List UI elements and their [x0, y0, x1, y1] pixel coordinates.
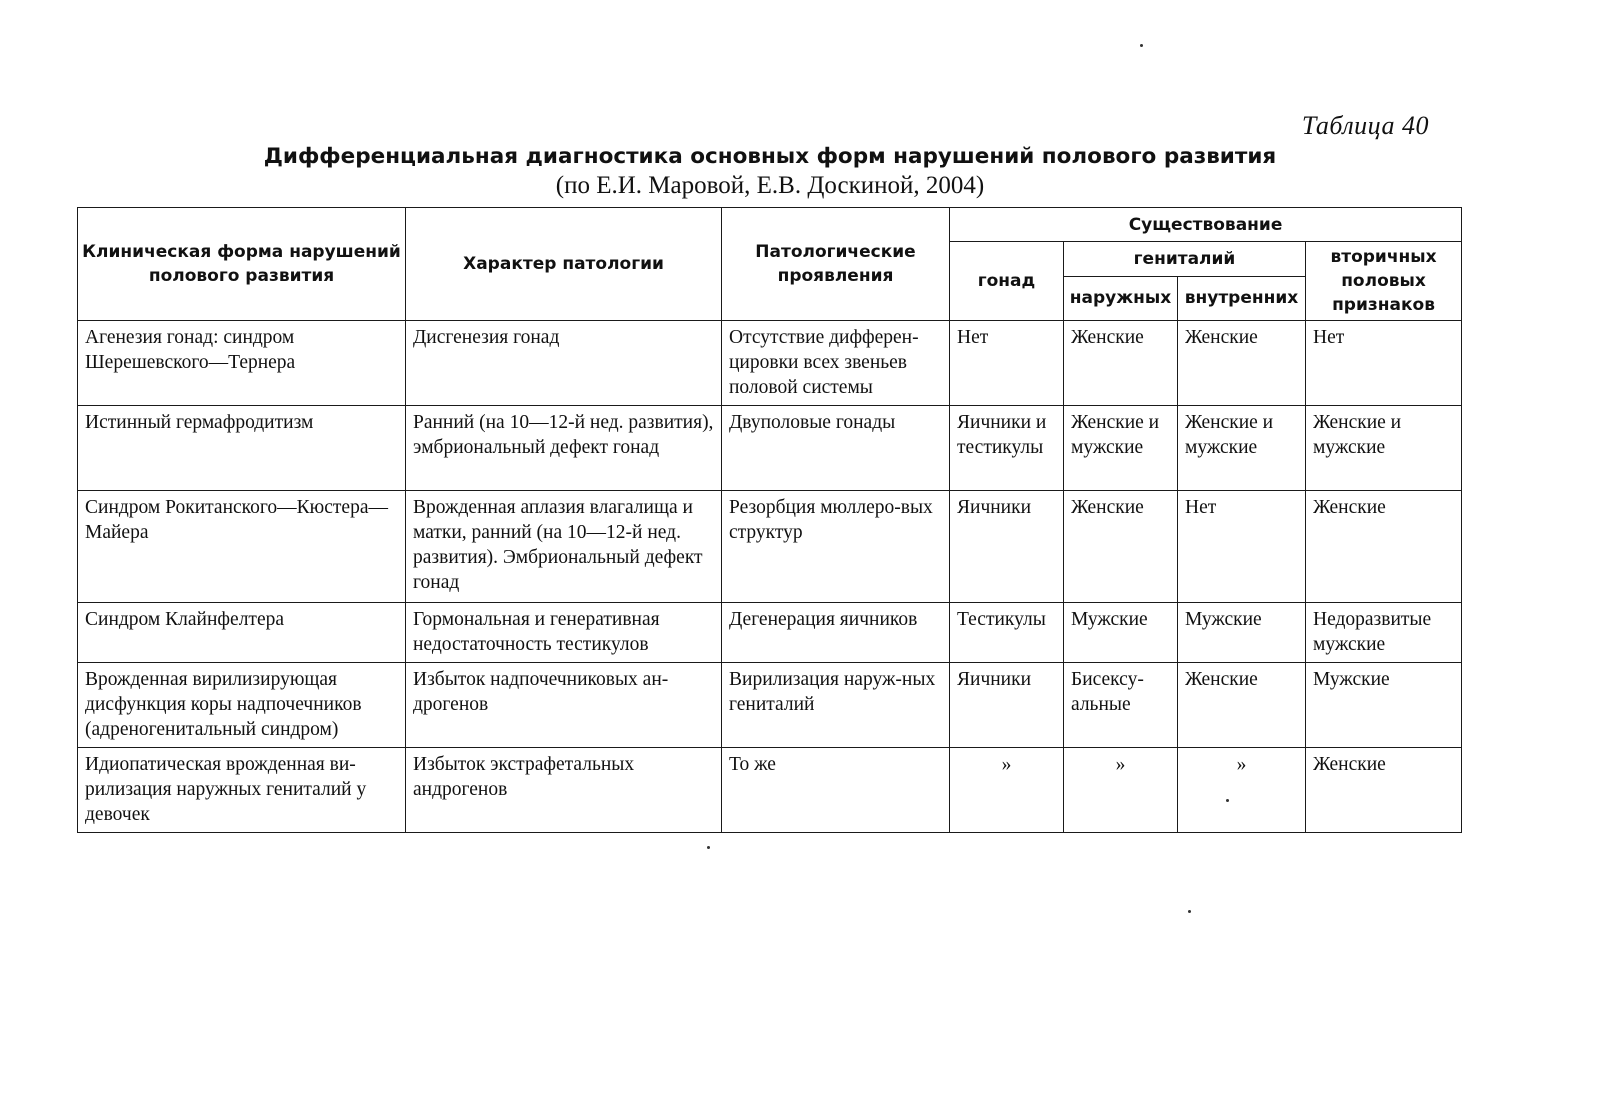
- cell-manifestation: То же: [722, 748, 950, 833]
- table-number: Таблица 40: [1301, 111, 1429, 140]
- cell-manifestation: Отсутствие дифферен-цировки всех звеньев половой системы: [722, 321, 950, 406]
- cell-internal: »: [1178, 748, 1306, 833]
- scan-speck: [1226, 799, 1229, 802]
- cell-external: Женские: [1064, 321, 1178, 406]
- cell-form: Синдром Клайнфелтера: [78, 603, 406, 663]
- cell-form: Врожденная вирилизирующая дисфункция коры надпочечников (адреногенитальный синдром): [78, 663, 406, 748]
- cell-external: Женские: [1064, 491, 1178, 603]
- cell-pathology: Дисгенезия гонад: [406, 321, 722, 406]
- cell-external: Бисексу-альные: [1064, 663, 1178, 748]
- table-row: [78, 663, 1462, 748]
- scan-speck: [1188, 910, 1191, 913]
- cell-gonads: Тестикулы: [950, 603, 1064, 663]
- cell-secondary: Нет: [1306, 321, 1462, 406]
- header-gonads: гонад: [950, 242, 1064, 321]
- cell-pathology: Избыток экстрафетальных андрогенов: [406, 748, 722, 833]
- cell-manifestation: Двуполовые гонады: [722, 406, 950, 491]
- cell-manifestation: Резорбция мюллеро-вых структур: [722, 491, 950, 603]
- header-manifestations: Патологические проявления: [722, 208, 950, 321]
- cell-manifestation: Дегенерация яичников: [722, 603, 950, 663]
- table-subtitle: (по Е.И. Маровой, Е.В. Доскиной, 2004): [555, 172, 985, 199]
- header-existence: Существование: [950, 208, 1462, 242]
- cell-form: Истинный гермафродитизм: [78, 406, 406, 491]
- cell-external: »: [1064, 748, 1178, 833]
- cell-external: Мужские: [1064, 603, 1178, 663]
- table-row: [78, 491, 1462, 603]
- table-title: Дифференциальная диагностика основных форм нарушений полового развития: [263, 144, 1277, 169]
- header-genitals: гениталий: [1064, 242, 1306, 277]
- table-row: [78, 748, 1462, 833]
- cell-pathology: Гормональная и генеративная недостаточность тестикулов: [406, 603, 722, 663]
- header-clinical-form: Клиническая форма нарушений полового развития: [78, 208, 406, 321]
- cell-internal: Нет: [1178, 491, 1306, 603]
- cell-secondary: Женские: [1306, 491, 1462, 603]
- cell-secondary: Недоразвитые мужские: [1306, 603, 1462, 663]
- cell-internal: Женские и мужские: [1178, 406, 1306, 491]
- cell-form: Агенезия гонад: синдром Шерешевского—Тернера: [78, 321, 406, 406]
- cell-form: Синдром Рокитанского—Кюстера—Майера: [78, 491, 406, 603]
- cell-gonads: »: [950, 748, 1064, 833]
- scan-speck: [707, 846, 710, 849]
- cell-gonads: Яичники и тестикулы: [950, 406, 1064, 491]
- cell-pathology: Врожденная аплазия влагалища и матки, ранний (на 10—12-й нед. развития). Эмбриональный дефект гонад: [406, 491, 722, 603]
- cell-secondary: Женские: [1306, 748, 1462, 833]
- cell-gonads: Яичники: [950, 663, 1064, 748]
- table-row: [78, 603, 1462, 663]
- cell-secondary: Женские и мужские: [1306, 406, 1462, 491]
- header-pathology: Характер патологии: [406, 208, 722, 321]
- header-external: наружных: [1064, 276, 1178, 320]
- header-secondary-signs: вторичных половых признаков: [1306, 242, 1462, 321]
- cell-form: Идиопатическая врожденная ви-рилизация наружных гениталий у девочек: [78, 748, 406, 833]
- scan-speck: [1140, 44, 1143, 47]
- cell-internal: Женские: [1178, 663, 1306, 748]
- table-row: [78, 406, 1462, 491]
- cell-secondary: Мужские: [1306, 663, 1462, 748]
- cell-gonads: Яичники: [950, 491, 1064, 603]
- cell-internal: Мужские: [1178, 603, 1306, 663]
- cell-pathology: Избыток надпочечниковых ан-дрогенов: [406, 663, 722, 748]
- table-row: [78, 321, 1462, 406]
- header-internal: внутренних: [1178, 276, 1306, 320]
- cell-external: Женские и мужские: [1064, 406, 1178, 491]
- cell-internal: Женские: [1178, 321, 1306, 406]
- cell-pathology: Ранний (на 10—12-й нед. развития), эмбриональный дефект гонад: [406, 406, 722, 491]
- cell-manifestation: Вирилизация наруж-ных гениталий: [722, 663, 950, 748]
- diagnosis-table: [77, 207, 1462, 833]
- cell-gonads: Нет: [950, 321, 1064, 406]
